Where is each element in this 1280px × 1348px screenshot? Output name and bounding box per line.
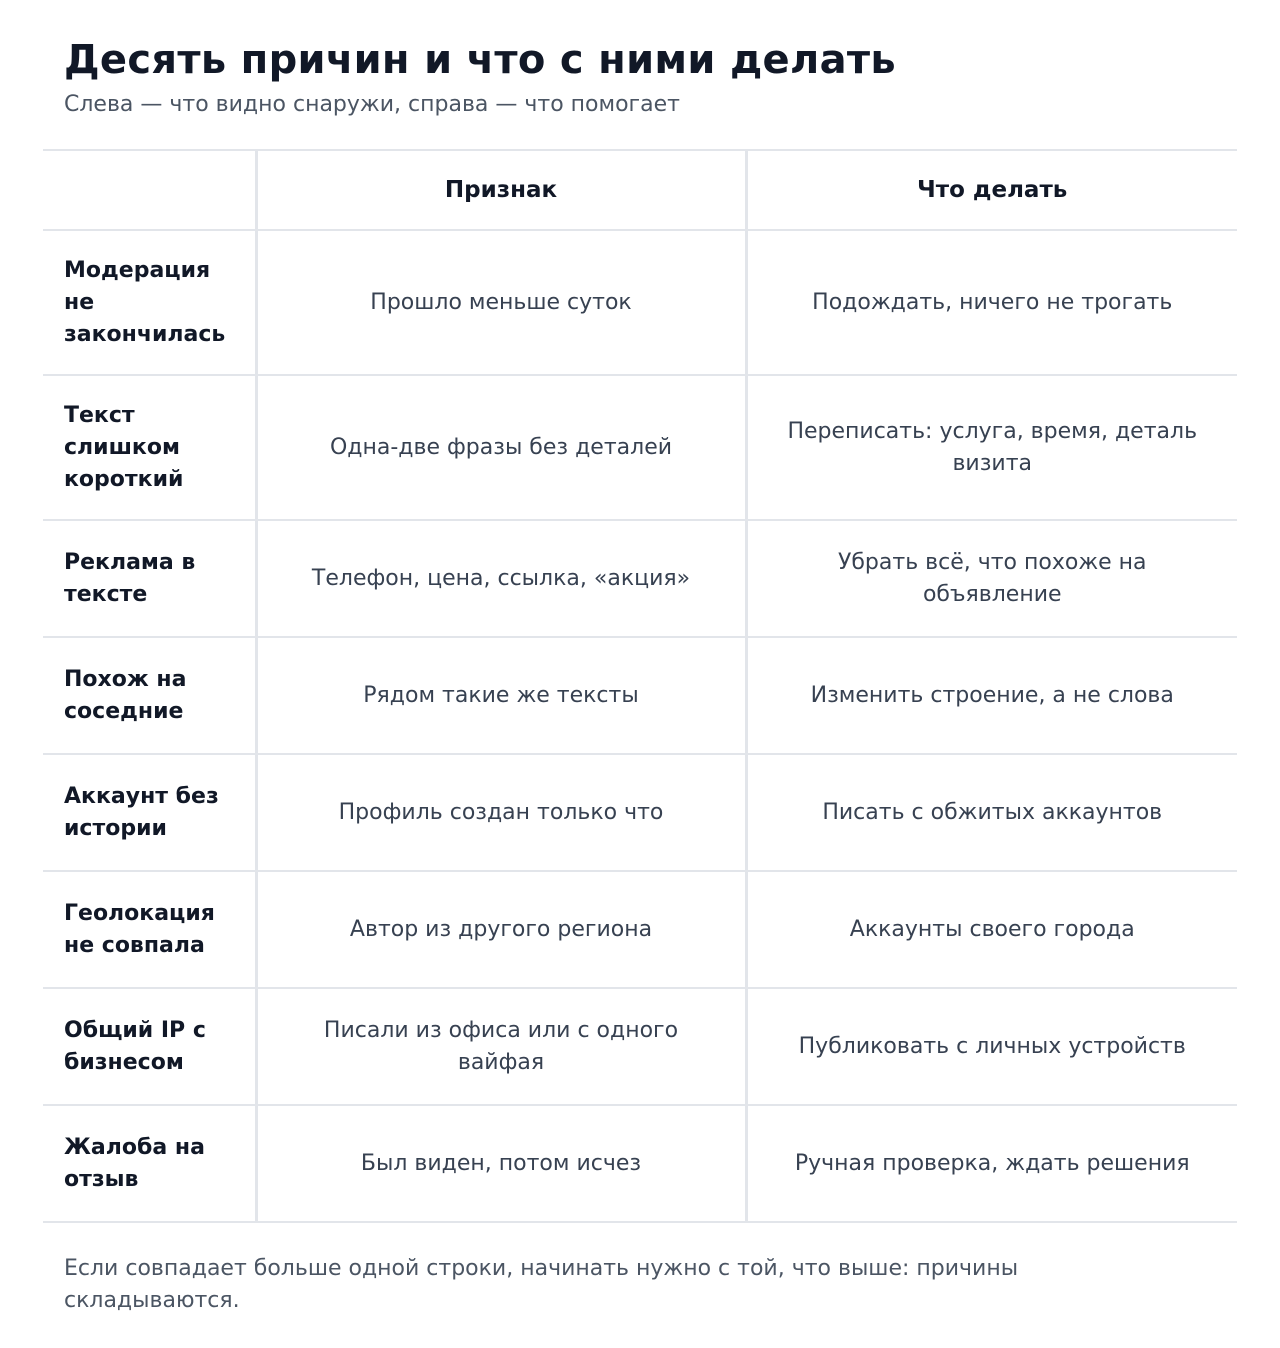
header-action: Что делать <box>746 150 1237 230</box>
page-subtitle: Слева — что видно снаружи, справа — что помогает <box>64 92 680 117</box>
table-row <box>43 375 1237 520</box>
row-action: Публиковать с личных устройств <box>746 988 1237 1105</box>
row-reason: Похож на соседние <box>43 637 256 754</box>
row-action: Аккаунты своего города <box>746 871 1237 988</box>
footnote: Если совпадает больше одной строки, начинать нужно с той, что выше: причины складываются. <box>64 1256 1019 1313</box>
reasons-table <box>43 149 1237 1223</box>
table-row <box>43 754 1237 871</box>
table-header-row <box>43 150 1237 230</box>
row-sign: Писали из офиса или с одного вайфая <box>256 988 746 1105</box>
row-reason: Жалоба на отзыв <box>43 1105 256 1222</box>
row-action: Писать с обжитых аккаунтов <box>746 754 1237 871</box>
row-action: Подождать, ничего не трогать <box>746 230 1237 375</box>
table-row <box>43 637 1237 754</box>
table-row <box>43 1105 1237 1222</box>
table-row <box>43 988 1237 1105</box>
row-reason: Модерация не закончилась <box>43 230 256 375</box>
row-sign: Был виден, потом исчез <box>256 1105 746 1222</box>
row-action: Убрать всё, что похоже на объявление <box>746 520 1237 637</box>
row-sign: Рядом такие же тексты <box>256 637 746 754</box>
header-sign: Признак <box>256 150 746 230</box>
row-action: Изменить строение, а не слова <box>746 637 1237 754</box>
row-sign: Автор из другого региона <box>256 871 746 988</box>
table-row <box>43 871 1237 988</box>
row-sign: Прошло меньше суток <box>256 230 746 375</box>
row-reason: Реклама в тексте <box>43 520 256 637</box>
row-action: Ручная проверка, ждать решения <box>746 1105 1237 1222</box>
row-reason: Текст слишком короткий <box>43 375 256 520</box>
table-row <box>43 230 1237 375</box>
row-reason: Аккаунт без истории <box>43 754 256 871</box>
row-action: Переписать: услуга, время, деталь визита <box>746 375 1237 520</box>
row-reason: Общий IP с бизнесом <box>43 988 256 1105</box>
row-sign: Одна-две фразы без деталей <box>256 375 746 520</box>
row-sign: Профиль создан только что <box>256 754 746 871</box>
row-sign: Телефон, цена, ссылка, «акция» <box>256 520 746 637</box>
row-reason: Геолокация не совпала <box>43 871 256 988</box>
table-row <box>43 520 1237 637</box>
header-reason <box>43 150 256 230</box>
page-title: Десять причин и что с ними делать <box>64 37 896 83</box>
